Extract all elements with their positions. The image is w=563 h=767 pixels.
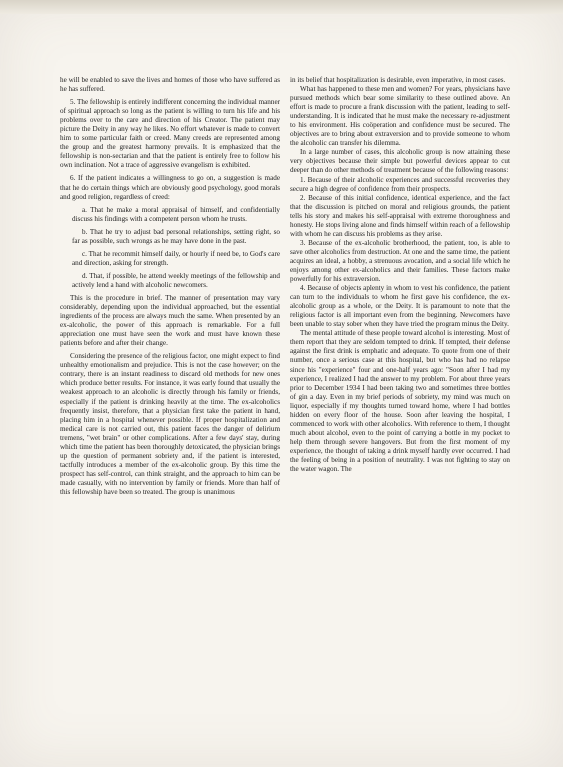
- left-column: [60, 76, 280, 497]
- paragraph: 3. Because of the ex-alcoholic brotherhood, the patient, too, is able to save other alcoholics from destruction. At one and the same time, the patient acquires an ideal, a hobby, a strenuous avocation, and a social life which he enjoys among other ex-alcoholics and their families. These factors make powerfully for his extraversion.: [290, 238, 510, 284]
- paragraph: 4. Because of objects aplenty in whom to vest his confidence, the patient can turn to the individuals to whom he first gave his confidence, the ex-alcoholic group as a whole, or the Deity. It is paramount to note that the religious factor is all important even from the beginning. Newcomers have been unable to stay sober when they have tried the program minus the Deity.: [290, 284, 510, 329]
- list-item: d. That, if possible, he attend weekly meetings of the fellowship and actively lend a hand with alcoholic newcomers.: [72, 271, 280, 289]
- paragraph: Considering the presence of the religious factor, one might expect to find unhealthy emotionalism and prejudice. This is not the case however; on the contrary, there is an instant readiness to discard old methods for new ones which produce better results. For instance, it was early found that usually the weakest approach to an alcoholic is directly through his family or friends, especially if the patient is drinking heavily at the time. The ex-alcoholics frequently insist, therefore, that a physician first take the patient in hand, placing him in a hospital whenever possible. If proper hospitalization and medical care is not carried out, this patient faces the danger of delirium tremens, "wet brain" or other complications. After a few days' stay, during which time the patient has been thoroughly detoxicated, the physician brings up the question of permanent sobriety and, if the patient is interested, tactfully introduces a member of the ex-alcoholic group. By this time the prospect has self-control, can think straight, and the approach to him can be made casually, with no intervention by family or friends. More than half of this fellowship have been so treated. The group is unanimous: [60, 352, 280, 496]
- page-top-edge: [0, 0, 563, 14]
- paragraph: 1. Because of their alcoholic experiences and successful recoveries they secure a high degree of confidence from their prospects.: [290, 175, 510, 193]
- list-item: b. That he try to adjust bad personal relationships, setting right, so far as possible, such wrongs as he may have done in the past.: [72, 227, 280, 245]
- list-item: a. That he make a moral appraisal of himself, and confidentially discuss his findings with a competent person whom he trusts.: [72, 205, 280, 223]
- paragraph: The mental attitude of these people toward alcohol is interesting. Most of them report that they are seldom tempted to drink. If tempted, their defense against the first drink is emphatic and adequate. To quote from one of their number, once a serious case at this hospital, but who has had no relapse since his "experience" four and one-half years ago: "Soon after I had my experience, I realized I had the answer to my problem. For about three years prior to December 1934 I had been taking two and sometimes three bottles of gin a day. Even in my brief periods of sobriety, my mind was much on liquor, especially if my thoughts turned toward home, where I had bottles hidden on every floor of the house. Soon after leaving the hospital, I commenced to work with other alcoholics. With reference to them, I thought much about alcohol, even to the point of carrying a bottle in my pocket to help them through severe hangovers. But from the first moment of my experience, the thought of taking a drink myself hardly ever occurred. I had the feeling of being in a position of neutrality. I was not fighting to stay on the water wagon. The: [290, 329, 510, 474]
- paragraph: he will be enabled to save the lives and homes of those who have suffered as he has suffered.: [60, 76, 280, 94]
- paragraph: 5. The fellowship is entirely indifferent concerning the individual manner of spiritual approach so long as the patient is willing to turn his life and his problems over to the care and direction of his Creator. The patient may picture the Deity in any way he likes. No effort whatever is made to convert him to some particular faith or creed. Many creeds are represented among the group and the greatest harmony prevails. It is emphasized that the fellowship is non-sectarian and that the patient is entirely free to follow his own inclination. Not a trace of aggressive evangelism is exhibited.: [60, 98, 280, 170]
- list-item: c. That he recommit himself daily, or hourly if need be, to God's care and direction, asking for strength.: [72, 249, 280, 267]
- paragraph: This is the procedure in brief. The manner of presentation may vary considerably, depending upon the individual approached, but the essential ingredients of the process are always much the same. When presented by an ex-alcoholic, the power of this approach is remarkable. For a full appreciation one must have seen the work and must have known these patients before and after their change.: [60, 293, 280, 348]
- right-column: [290, 76, 510, 474]
- paragraph: In a large number of cases, this alcoholic group is now attaining these very objectives because their simple but powerful devices appear to cut deeper than do other methods of treatment because of the following reasons:: [290, 148, 510, 175]
- paragraph: What has happened to these men and women? For years, physicians have pursued methods which bear some similarity to these outlined above. An effort is made to procure a frank discussion with the patient, leading to self-understanding. It is indicated that he must make the necessary re-adjustment to his environment. His coöperation and confidence must be secured. The objectives are to bring about extraversion and to provide someone to whom the alcoholic can transfer his dilemma.: [290, 85, 510, 148]
- paragraph: 6. If the patient indicates a willingness to go on, a suggestion is made that he do certain things which are obviously good psychology, good morals and good religion, regardless of creed:: [60, 174, 280, 201]
- paragraph: in its belief that hospitalization is desirable, even imperative, in most cases.: [290, 76, 506, 84]
- paragraph: 2. Because of this initial confidence, identical experience, and the fact that the discussion is pitched on moral and religious grounds, the patient tells his story and makes his self-appraisal with extreme thoroughness and honesty. He stops living alone and finds himself within reach of a fellowship with whom he can discuss his problems as they arise.: [290, 193, 510, 238]
